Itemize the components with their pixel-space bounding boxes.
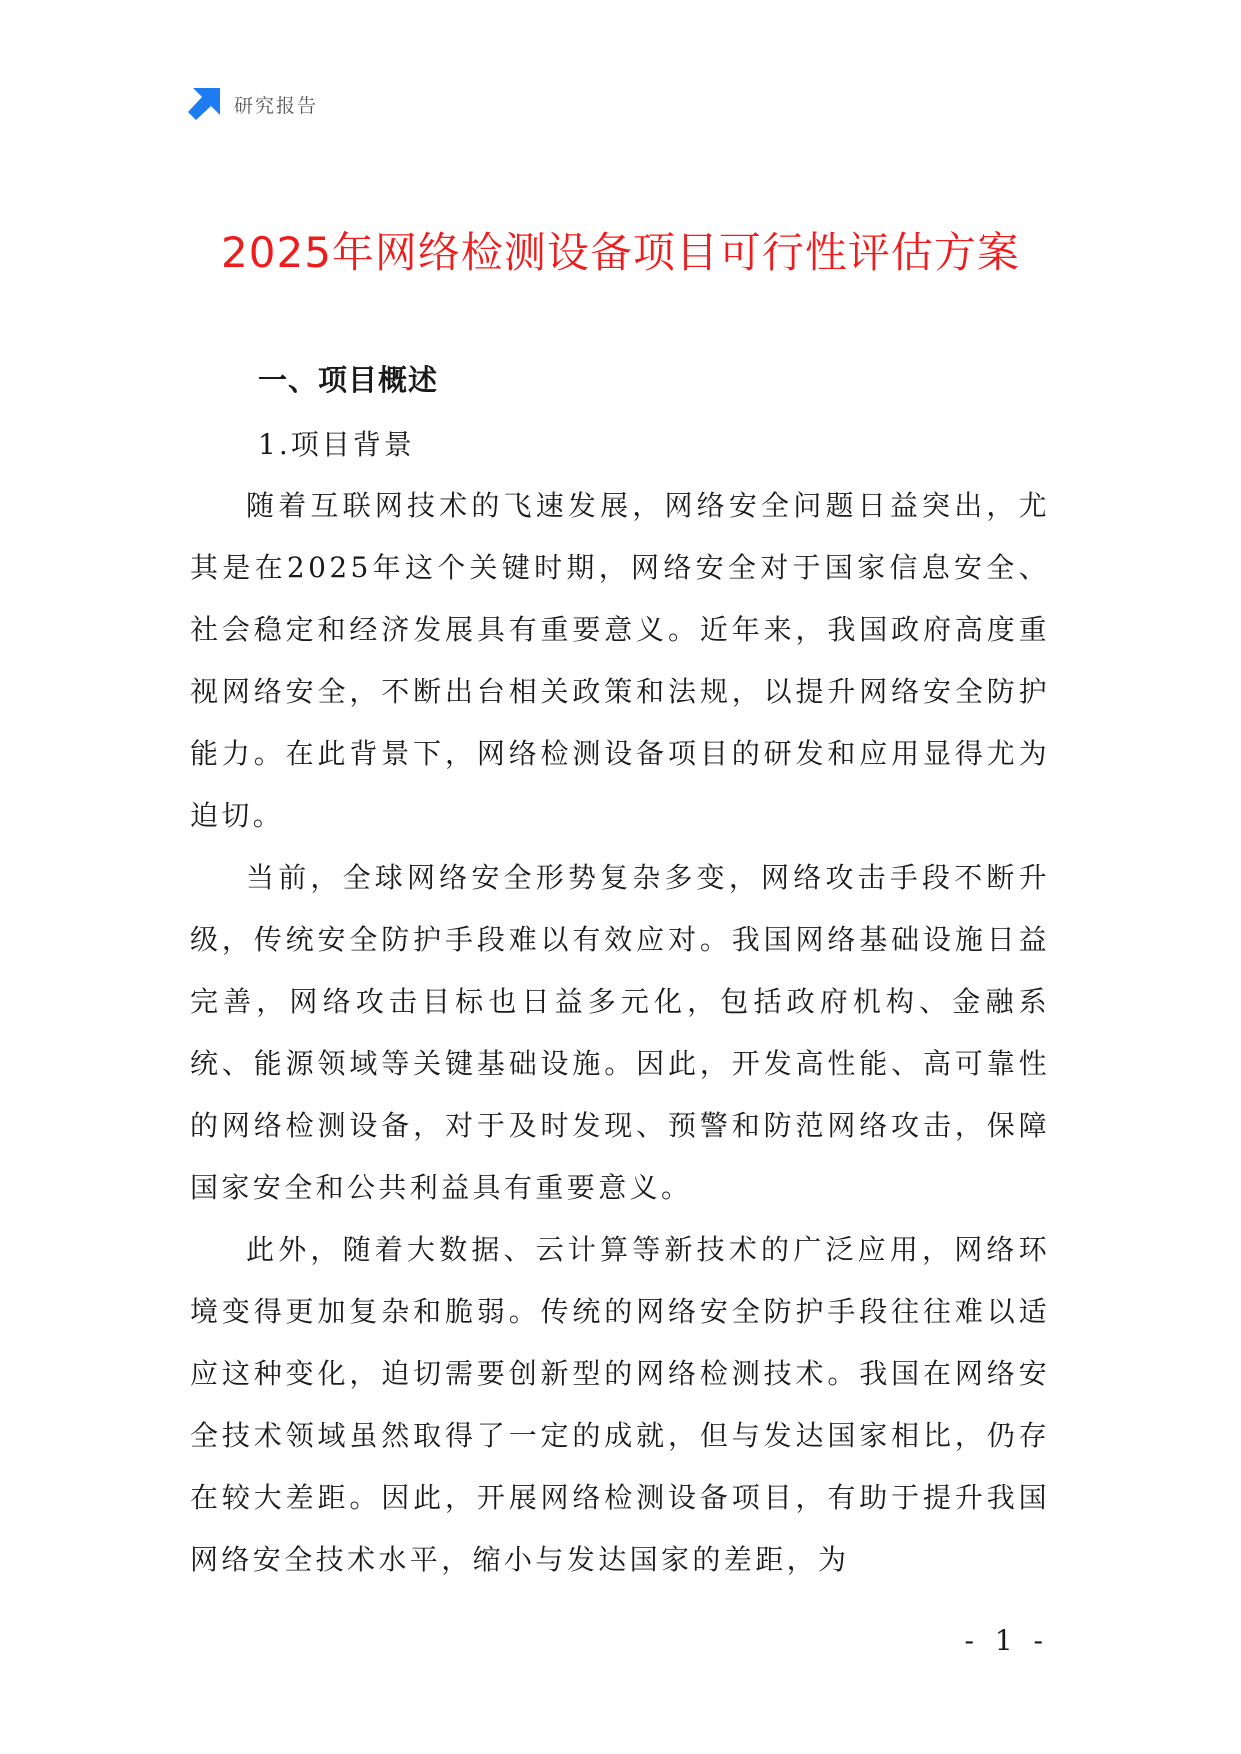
page-number: - 1 - [964, 1624, 1049, 1657]
report-header [188, 88, 318, 120]
paragraph: 此外，随着大数据、云计算等新技术的广泛应用，网络环境变得更加复杂和脆弱。传统的网络安全防护手段往往难以适应这种变化，迫切需要创新型的网络检测技术。我国在网络安全技术领域虽然取得了一定的成就，但与发达国家相比，仍存在较大差距。因此，开展网络检测设备项目，有助于提升我国网络安全技术水平，缩小与发达国家的差距，为 [190, 1233, 1050, 1576]
document-title: 2025年网络检测设备项目可行性评估方案 [221, 228, 1020, 277]
section-heading: 一、项目概述 [258, 363, 439, 397]
header-label: 研究报告 [234, 94, 319, 117]
arrow-up-right-logo-icon [188, 88, 220, 120]
subheading: 1.项目背景 [258, 428, 415, 461]
paragraph: 当前，全球网络安全形势复杂多变，网络攻击手段不断升级，传统安全防护手段难以有效应对。我国网络基础设施日益完善，网络攻击目标也日益多元化，包括政府机构、金融系统、能源领域等关键基础设施。因此，开发高性能、高可靠性的网络检测设备，对于及时发现、预警和防范网络攻击，保障国家安全和公共利益具有重要意义。 [190, 861, 1050, 1204]
body-text [190, 475, 1050, 1591]
paragraph: 随着互联网技术的飞速发展，网络安全问题日益突出，尤其是在2025年这个关键时期，网络安全对于国家信息安全、社会稳定和经济发展具有重要意义。近年来，我国政府高度重视网络安全，不断出台相关政策和法规，以提升网络安全防护能力。在此背景下，网络检测设备项目的研发和应用显得尤为迫切。 [190, 489, 1050, 832]
